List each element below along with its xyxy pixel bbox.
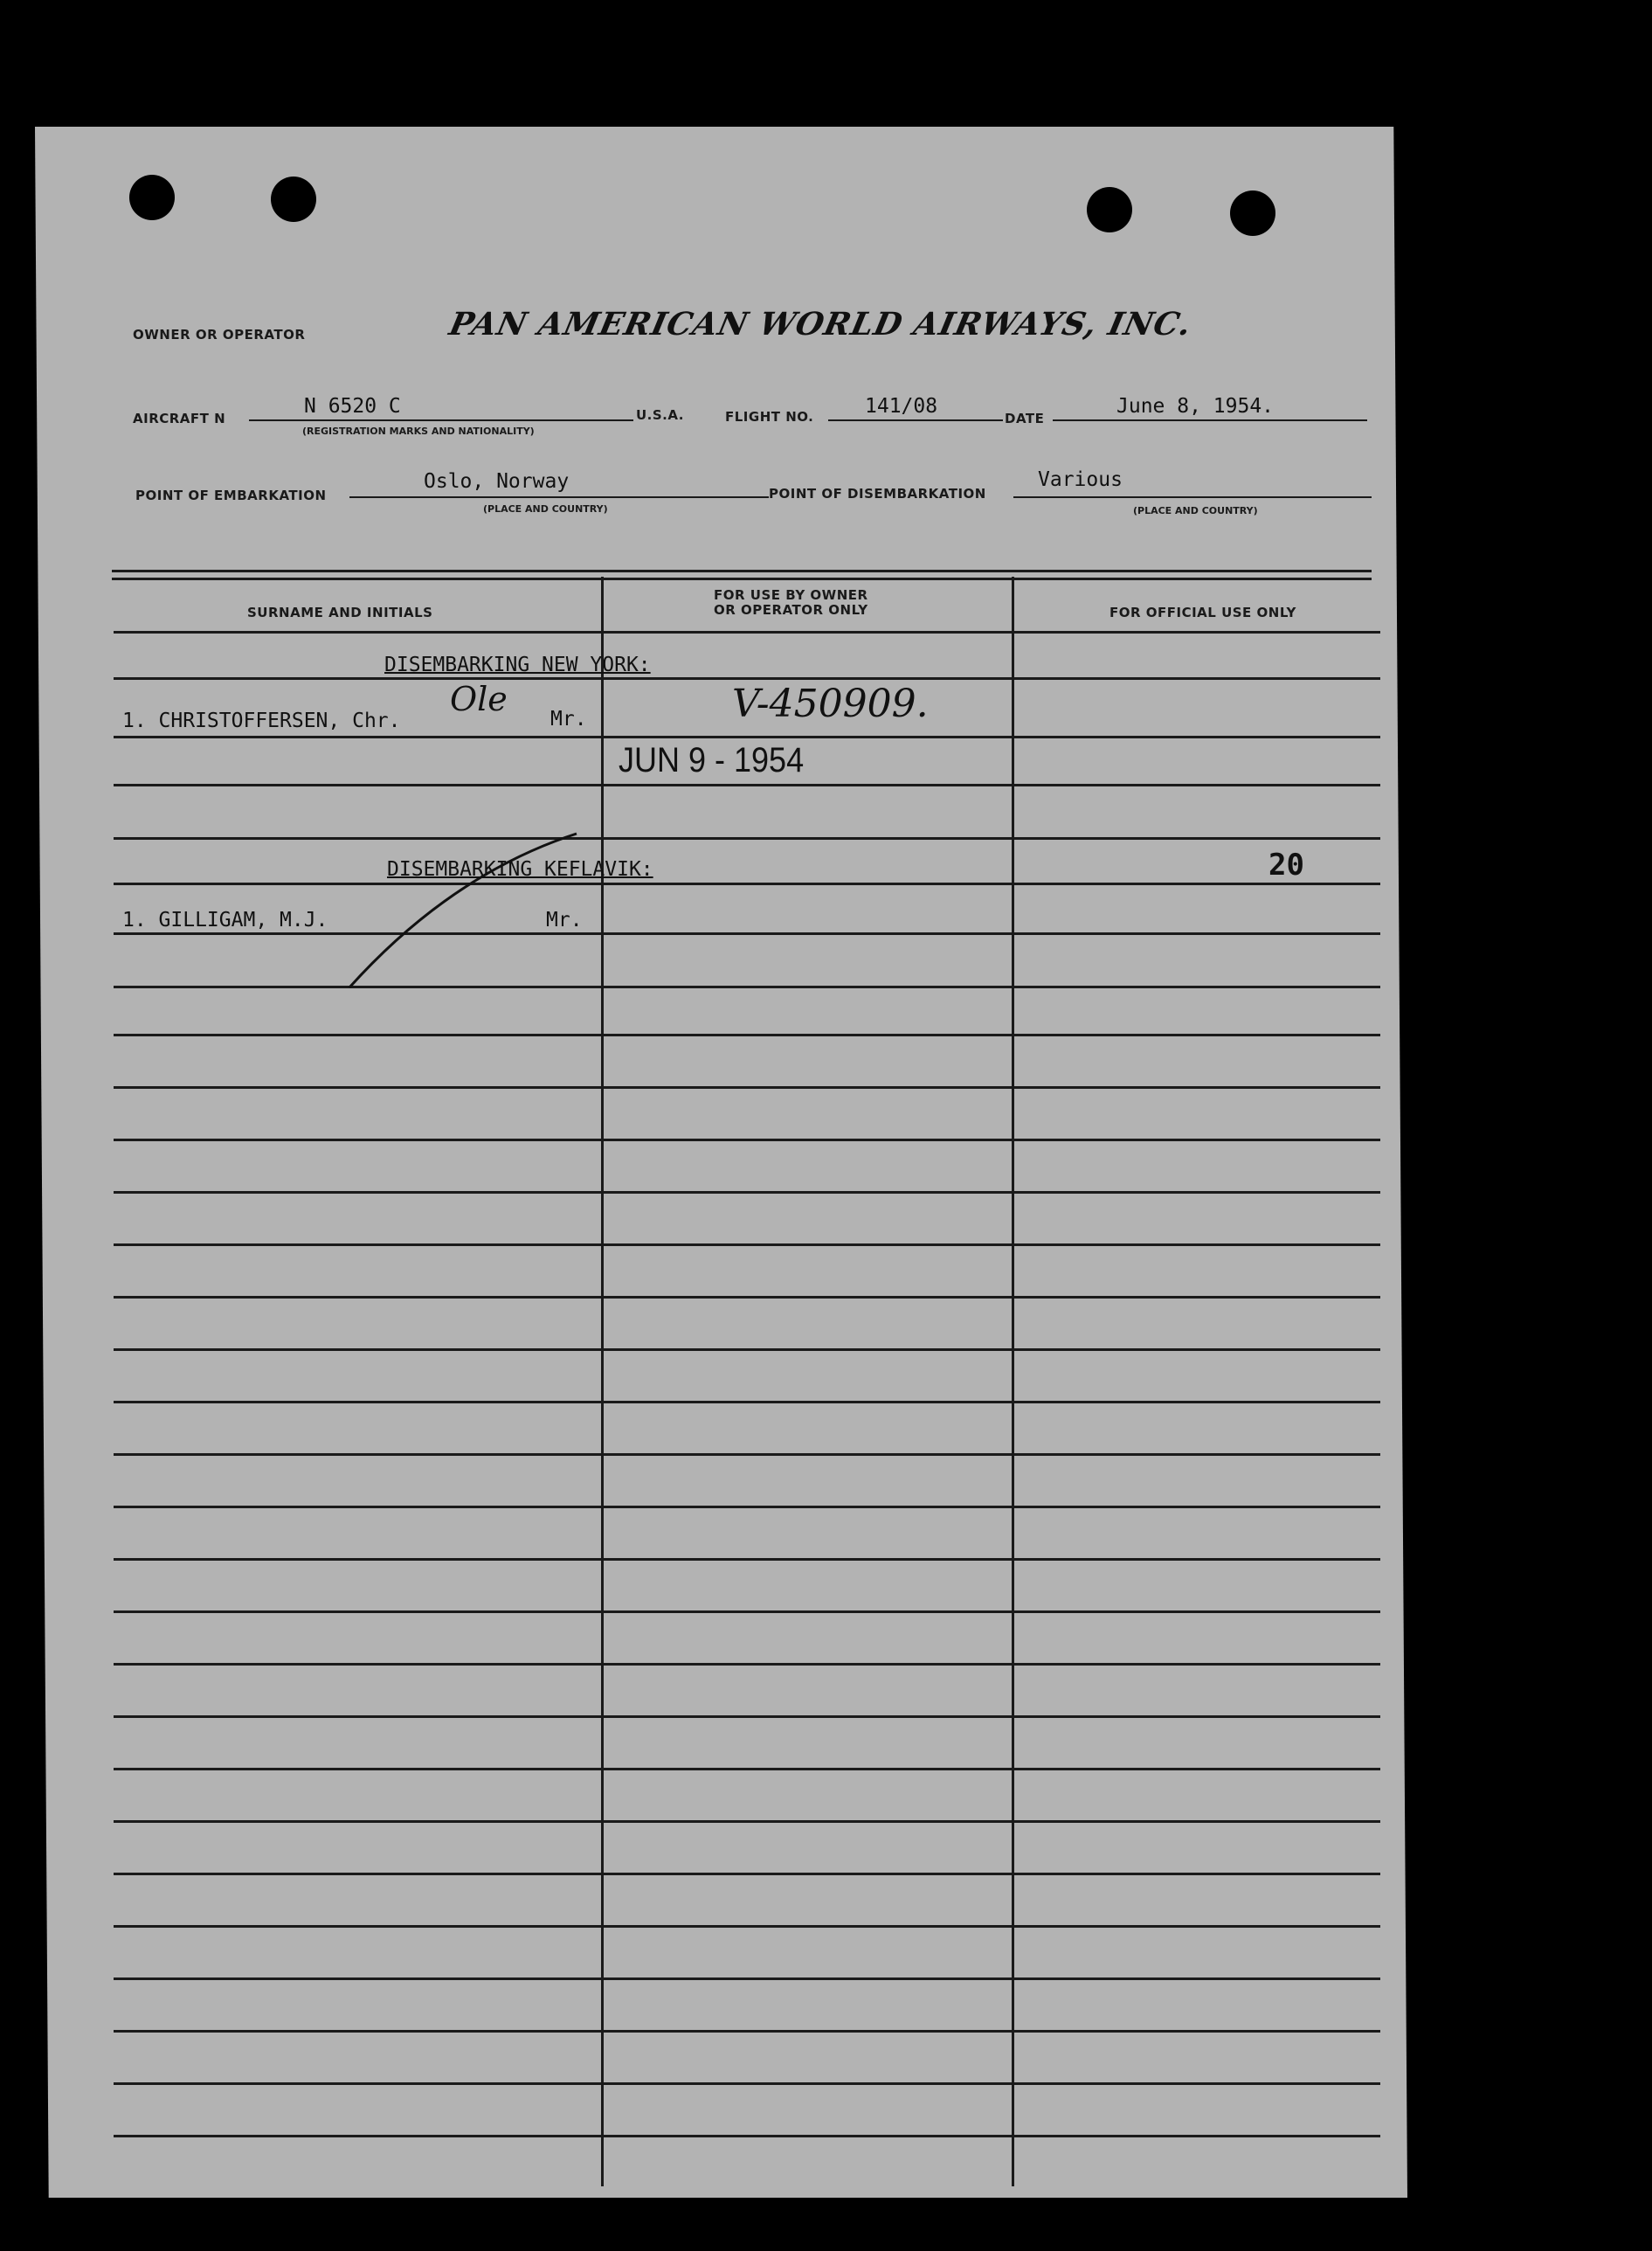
col-owner-header-2: OR OPERATOR ONLY: [714, 602, 868, 618]
ruled-line: [114, 784, 1380, 786]
col-owner-header-1: FOR USE BY OWNER: [714, 587, 868, 603]
ruled-line: [114, 883, 1380, 885]
col-official-header: FOR OFFICIAL USE ONLY: [1109, 605, 1296, 620]
embark-caption: (PLACE AND COUNTRY): [483, 503, 608, 515]
ruled-line: [114, 1925, 1380, 1928]
embark-label: POINT OF EMBARKATION: [135, 488, 327, 503]
disembark-caption: (PLACE AND COUNTRY): [1133, 505, 1258, 516]
manifest-sheet: [35, 127, 1407, 2198]
pen-strike-mark: [332, 821, 594, 996]
entry-title: Mr.: [550, 708, 587, 731]
flight-label: FLIGHT NO.: [725, 409, 814, 425]
ruled-line: [114, 1506, 1380, 1508]
date-stamp: JUN 9 - 1954: [619, 741, 805, 779]
date-label: DATE: [1005, 411, 1045, 426]
punch-hole-icon: [271, 177, 316, 222]
ruled-line: [114, 1139, 1380, 1141]
ruled-line: [114, 1243, 1380, 1246]
section-keflavik: DISEMBARKING KEFLAVIK:: [387, 858, 653, 881]
ruled-line: [114, 1663, 1380, 1666]
ruled-line: [114, 1453, 1380, 1456]
ruled-line: [114, 1296, 1380, 1299]
ruled-line: [114, 1191, 1380, 1194]
ruled-line: [114, 1873, 1380, 1875]
disembark-label: POINT OF DISEMBARKATION: [769, 486, 986, 502]
ruled-line: [114, 2135, 1380, 2137]
column-divider: [601, 577, 604, 2186]
embark-value: Oslo, Norway: [424, 470, 570, 493]
registration-caption: (REGISTRATION MARKS AND NATIONALITY): [302, 426, 535, 437]
usa-label: U.S.A.: [636, 407, 684, 423]
ruled-line: [114, 631, 1380, 634]
ruled-line: [114, 1610, 1380, 1613]
aircraft-label: AIRCRAFT N: [133, 411, 226, 426]
company-name: PAN AMERICAN WORLD AIRWAYS, INC.: [446, 306, 1196, 343]
ruled-line: [114, 1086, 1380, 1089]
ruled-line: [114, 1820, 1380, 1823]
ruled-line: [114, 1768, 1380, 1770]
punch-hole-icon: [1087, 187, 1132, 232]
ruled-line: [114, 837, 1380, 840]
official-number: 20: [1268, 848, 1304, 883]
handwritten-visa-number: V-450909.: [732, 682, 929, 726]
ruled-line: [114, 677, 1380, 680]
ruled-line: [114, 1034, 1380, 1036]
aircraft-value: N 6520 C: [304, 395, 401, 418]
ruled-line: [114, 1348, 1380, 1351]
ruled-line: [114, 1558, 1380, 1561]
ruled-line: [114, 986, 1380, 988]
entry-name: 1. GILLIGAM, M.J.: [122, 909, 328, 932]
ruled-line: [114, 2082, 1380, 2085]
disembark-value: Various: [1038, 468, 1123, 491]
entry-title: Mr.: [546, 909, 583, 932]
ruled-line: [114, 932, 1380, 935]
ruled-line: [114, 1977, 1380, 1980]
ruled-line: [114, 1715, 1380, 1718]
column-divider: [1012, 577, 1014, 2186]
owner-label: OWNER OR OPERATOR: [133, 327, 306, 343]
ruled-line: [114, 736, 1380, 738]
flight-value: 141/08: [865, 395, 938, 418]
punch-hole-icon: [129, 175, 175, 220]
ruled-line: [114, 2030, 1380, 2033]
section-new-york: DISEMBARKING NEW YORK:: [384, 654, 651, 676]
punch-hole-icon: [1230, 190, 1275, 236]
col-surname-header: SURNAME AND INITIALS: [247, 605, 433, 620]
entry-name: 1. CHRISTOFFERSEN, Chr.: [122, 710, 401, 732]
entry-correction: Ole: [450, 680, 508, 718]
date-value: June 8, 1954.: [1116, 395, 1275, 418]
ruled-line: [114, 1401, 1380, 1403]
